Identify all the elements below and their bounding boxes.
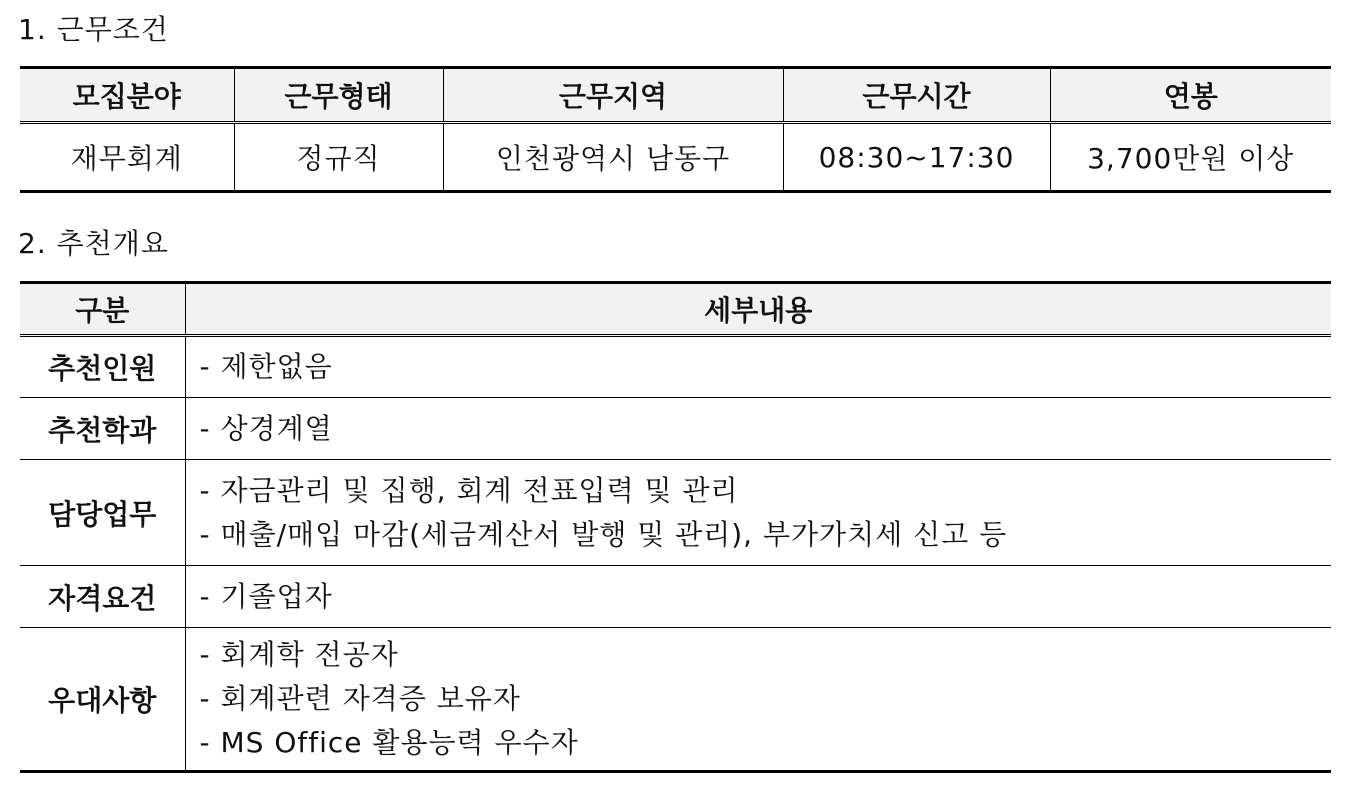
list-item: - 자금관리 및 집행, 회계 전표입력 및 관리 xyxy=(199,473,739,507)
value-type: 정규직 xyxy=(234,123,443,192)
table-header-row xyxy=(20,283,1331,336)
row-label: 자격요건 xyxy=(20,566,185,628)
value-field: 재무회계 xyxy=(20,123,234,192)
list-item: - 제한없음 xyxy=(199,350,333,383)
list-item: - 매출/매입 마감(세금계산서 발행 및 관리), 부가가치세 신고 등 xyxy=(199,517,1008,551)
header-type: 근무형태 xyxy=(234,68,443,123)
row-label: 우대사항 xyxy=(20,628,185,772)
header-location: 근무지역 xyxy=(443,68,783,123)
list-item: - 회계학 전공자 xyxy=(199,638,399,671)
section-2-title: 2. 추천개요 xyxy=(18,227,169,260)
table-row xyxy=(20,566,1331,628)
header-salary: 연봉 xyxy=(1050,68,1331,123)
row-content xyxy=(185,336,1331,398)
row-content xyxy=(185,398,1331,460)
value-hours: 08:30~17:30 xyxy=(783,123,1050,192)
recommendation-table xyxy=(20,281,1331,773)
section-1-title: 1. 근무조건 xyxy=(18,13,169,46)
table-row xyxy=(20,123,1331,192)
table-row xyxy=(20,460,1331,566)
row-content xyxy=(185,628,1331,772)
header-hours: 근무시간 xyxy=(783,68,1050,123)
header-category: 구분 xyxy=(20,283,185,336)
row-label: 추천학과 xyxy=(20,398,185,460)
value-location: 인천광역시 남동구 xyxy=(443,123,783,192)
header-details: 세부내용 xyxy=(185,283,1331,336)
list-item: - MS Office 활용능력 우수자 xyxy=(199,726,579,759)
work-conditions-table xyxy=(20,66,1331,193)
row-content xyxy=(185,566,1331,628)
table-row xyxy=(20,398,1331,460)
table-row xyxy=(20,336,1331,398)
row-label: 추천인원 xyxy=(20,336,185,398)
row-content xyxy=(185,460,1331,566)
header-field: 모집분야 xyxy=(20,68,234,123)
list-item: - 기졸업자 xyxy=(199,579,333,613)
row-label: 담당업무 xyxy=(20,460,185,566)
list-item: - 상경계열 xyxy=(199,411,333,445)
table-header-row xyxy=(20,68,1331,123)
value-salary: 3,700만원 이상 xyxy=(1050,123,1331,192)
list-item: - 회계관련 자격증 보유자 xyxy=(199,682,521,715)
table-row xyxy=(20,628,1331,772)
